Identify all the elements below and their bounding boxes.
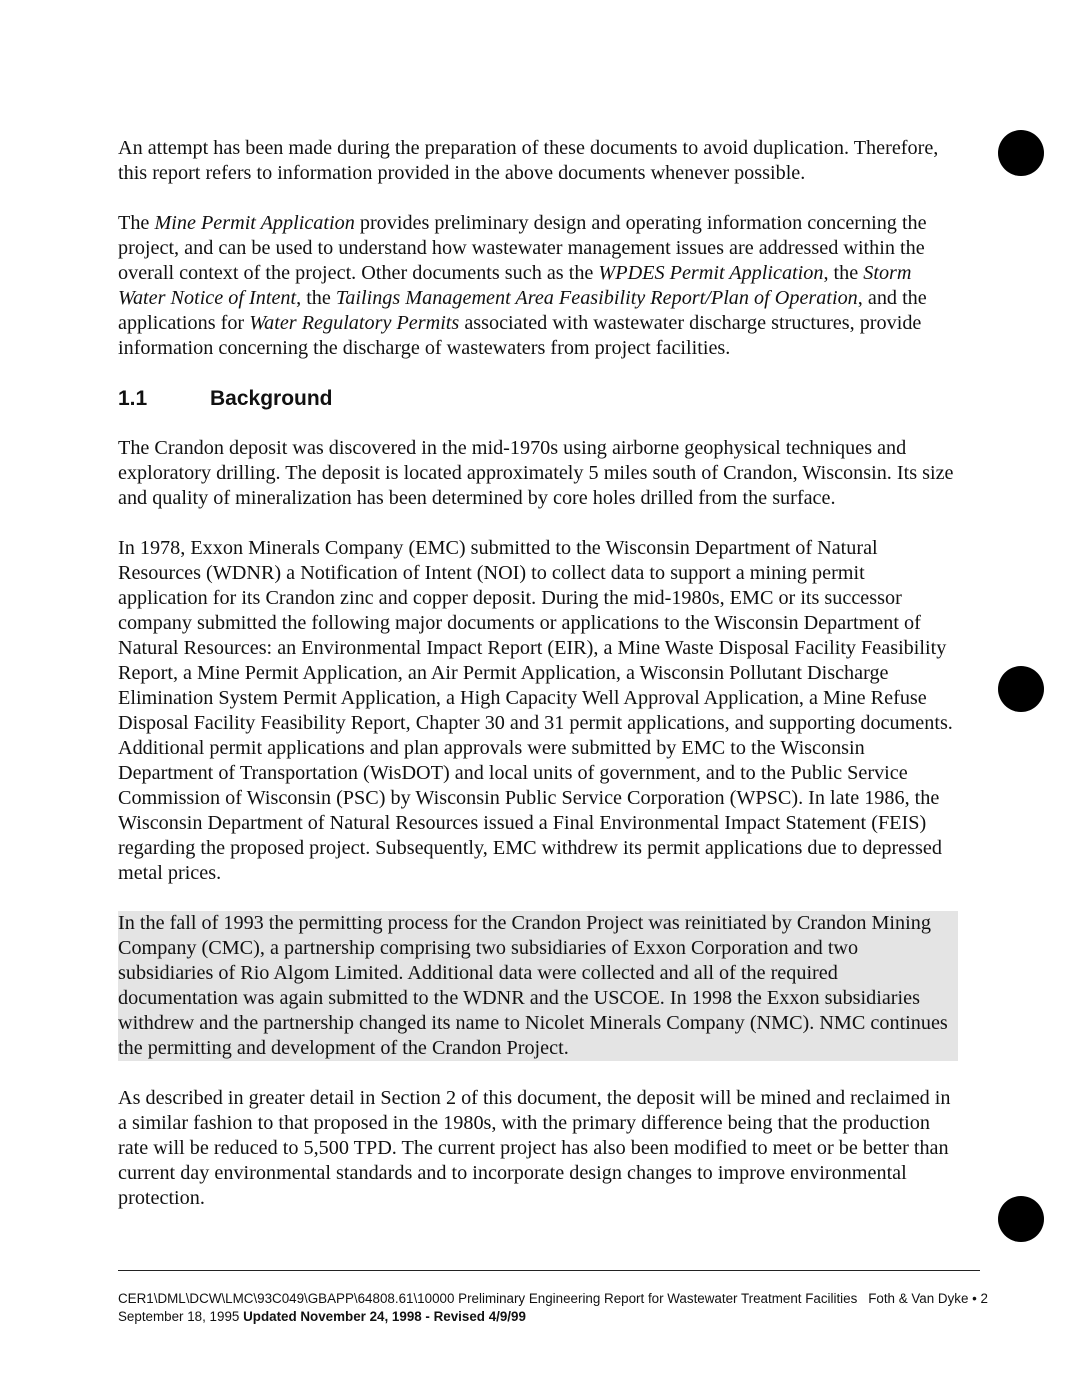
section-title: Background <box>210 387 333 410</box>
footer-line-1 <box>118 1290 988 1308</box>
background-paragraph-1: The Crandon deposit was discovered in the mid-1970s using airborne geophysical techniques and exploratory drilling. The deposit is located approximately 5 miles south of Crandon, Wisconsin. Its size and quality of mineralization has been determined by core holes drilled from the surface. <box>118 437 954 509</box>
intro-paragraph-2: The Mine Permit Application provides preliminary design and operating information concerning the project, and can be used to understand how wastewater management issues are addressed within the overall context of the project. Other documents such as the WPDES Permit Application, the Storm Water Notice of Intent, the Tailings Management Area Feasibility Report/Plan of Operation, and the applications for Water Regulatory Permits associated with wastewater discharge structures, provide information concerning the discharge of wastewaters from project facilities. <box>118 212 927 359</box>
footer-date: September 18, 1995 <box>118 1309 240 1324</box>
background-paragraph-3-highlighted: In the fall of 1993 the permitting process for the Crandon Project was reinitiated by Crandon Mining Company (CMC), a partnership comprising two subsidiaries of Exxon Corporation and two subsidiaries of Rio Algom Limited. Additional data were collected and all of the required documentation was again submitted to the WDNR and the USCOE. In 1998 the Exxon subsidiaries withdrew and the partnership changed its name to Nicolet Minerals Company (NMC). NMC continues the permitting and development of the Crandon Project. <box>118 911 958 1061</box>
doc-ref-wpdes: WPDES Permit Application <box>598 262 824 284</box>
page-footer <box>118 1290 988 1326</box>
doc-ref-storm-water: Storm Water Notice of Intent <box>118 262 912 309</box>
punch-hole-bottom <box>998 1196 1044 1242</box>
background-paragraph-2: In 1978, Exxon Minerals Company (EMC) submitted to the Wisconsin Department of Natural Resources (WDNR) a Notification of Intent (NOI) to collect data to support a mining permit application for its Crandon zinc and copper deposit. During the mid-1980s, EMC or its successor company submitted the following major documents or applications to the Wisconsin Department of Natural Resources: an Environmental Impact Report (EIR), a Mine Waste Disposal Facility Feasibility Report, a Mine Permit Application, an Air Permit Application, a Wisconsin Pollutant Discharge Elimination System Permit Application, a High Capacity Well Approval Application, a Mine Refuse Disposal Facility Feasibility Report, Chapter 30 and 31 permit applications, and supporting documents. Additional permit applications and plan approvals were submitted by EMC to the Wisconsin Department of Transportation (WisDOT) and local units of government, and to the Public Service Commission of Wisconsin (PSC) by Wisconsin Public Service Corporation (WPSC). In late 1986, the Wisconsin Department of Natural Resources issued a Final Environmental Impact Statement (FEIS) regarding the proposed project. Subsequently, EMC withdrew its permit applications due to depressed metal prices. <box>118 537 953 884</box>
footer-report-title: Preliminary Engineering Report for Wastewater Treatment Facilities <box>458 1291 858 1306</box>
punch-hole-middle <box>998 666 1044 712</box>
footer-revision: Updated November 24, 1998 - Revised 4/9/99 <box>243 1309 526 1324</box>
doc-ref-water-permits: Water Regulatory Permits <box>249 312 460 334</box>
footer-divider <box>118 1270 980 1271</box>
footer-file-path: CER1\DML\DCW\LMC\93C049\GBAPP\64808.61\10000 <box>118 1291 455 1306</box>
section-heading <box>118 386 958 412</box>
doc-ref-tailings: Tailings Management Area Feasibility Report/Plan of Operation <box>335 287 858 309</box>
intro-paragraph-1: An attempt has been made during the preparation of these documents to avoid duplication. Therefore, this report refers to information provided in the above documents whenever possible. <box>118 137 939 184</box>
doc-ref-mine-permit: Mine Permit Application <box>154 212 355 234</box>
document-body <box>118 136 958 1236</box>
footer-firm-page: Foth & Van Dyke • 2 <box>868 1291 988 1306</box>
section-number: 1.1 <box>118 387 148 410</box>
punch-hole-top <box>998 130 1044 176</box>
background-paragraph-4: As described in greater detail in Section 2 of this document, the deposit will be mined and reclaimed in a similar fashion to that proposed in the 1980s, with the primary difference being that the production rate will be reduced to 5,500 TPD. The current project has also been modified to meet or be better than current day environmental standards and to incorporate design changes to improve environmental protection. <box>118 1087 951 1209</box>
footer-line-2 <box>118 1308 988 1326</box>
